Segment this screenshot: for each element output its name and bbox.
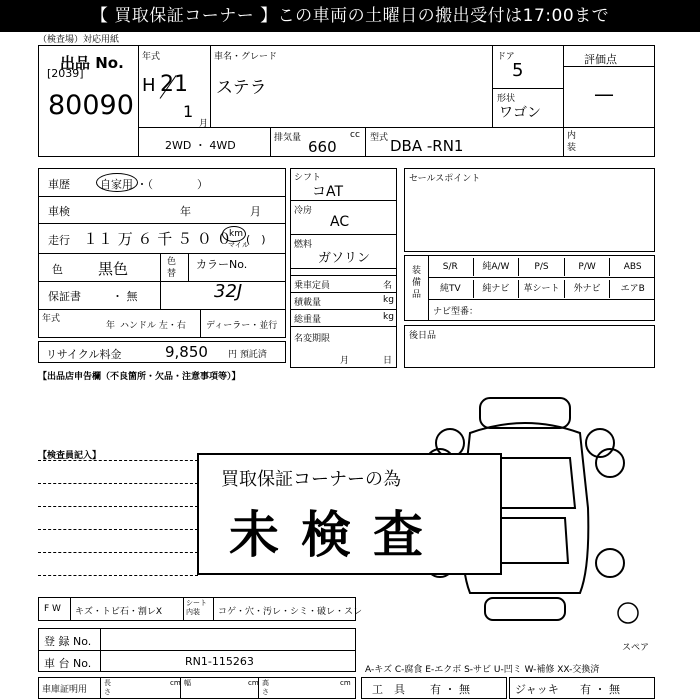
- stamp-line-1: 買取保証コーナーの為: [221, 469, 401, 490]
- handle: ハンドル 左・右: [120, 321, 186, 331]
- equipment-item: 純TV: [428, 280, 474, 298]
- recycle-unit: 円 預託済: [228, 350, 267, 360]
- inspection-label: 車検: [48, 205, 70, 218]
- recycle-label: リサイクル料金: [46, 348, 122, 361]
- fw-label: F W: [44, 604, 61, 614]
- engine-label: 排気量: [274, 133, 302, 143]
- shift-value: コAT: [312, 184, 344, 200]
- shape-label: 形状: [497, 94, 516, 104]
- registration-label: 登 録 No.: [44, 635, 92, 648]
- year-label: 年式: [142, 52, 161, 62]
- cert-length: 長さ: [104, 679, 111, 696]
- warranty-label: 保証書: [48, 290, 81, 303]
- fw-value: キズ・トビ石・割レX: [75, 607, 162, 617]
- score-value: —: [594, 82, 614, 106]
- engine-value: 660: [308, 138, 337, 156]
- fuel-value: ガソリン: [318, 251, 371, 266]
- equipment-item: 純A/W: [474, 258, 520, 276]
- history-circle: [96, 173, 138, 192]
- year-month-unit: 月: [199, 119, 209, 129]
- type-value: DBA -RN1: [390, 137, 464, 155]
- shift-label: シフト: [294, 173, 322, 183]
- cert-cm-1: cm: [170, 679, 181, 687]
- sales-point-label: セールスポイント: [409, 174, 481, 184]
- after-box: [404, 325, 655, 368]
- equipment-item: S/R: [428, 258, 474, 276]
- equipment-label: 装備品: [412, 266, 422, 300]
- load-label: 積載量: [294, 298, 322, 308]
- year-value: 21: [160, 72, 188, 97]
- header-note: （検査場）対応用紙: [38, 35, 120, 45]
- history-label: 車歴: [48, 178, 70, 191]
- color-code: 32J: [214, 281, 243, 302]
- equipment-item: エアB: [620, 284, 645, 294]
- color-code-label: カラーNo.: [196, 258, 248, 271]
- lot-number: 80090: [48, 90, 134, 121]
- history-value: 自家用 ・（ ）: [100, 178, 208, 191]
- type-label: 型式: [370, 133, 389, 143]
- inspection-month: 月: [250, 205, 261, 218]
- mileage-label: 走行: [48, 234, 70, 247]
- score-label: 評価点: [584, 53, 617, 66]
- seller-notes-label: 【出品店申告欄（不良箇所・欠品・注意事項等）】: [38, 372, 241, 382]
- equipment-item: 純ナビ: [474, 280, 520, 298]
- model-value: ステラ: [216, 78, 267, 98]
- model-year-year: 年: [106, 321, 116, 331]
- cert-cm-2: cm: [248, 679, 259, 687]
- mileage-circle: [222, 226, 246, 242]
- dealer: ディーラー・並行: [206, 321, 278, 331]
- year-era: H: [142, 75, 156, 96]
- seat-value: コゲ・穴・汚レ・シミ・破レ・スレ: [218, 607, 363, 617]
- engine-unit: cc: [350, 130, 360, 140]
- doors-label: ドア: [497, 52, 515, 62]
- equipment-item: P/S: [519, 258, 565, 276]
- fuel-label: 燃料: [294, 240, 313, 250]
- recycle-value: 9,850: [165, 343, 208, 361]
- color-label: 色: [52, 263, 63, 276]
- aircon-value: AC: [330, 214, 350, 230]
- chassis-label: 車 台 No.: [44, 657, 92, 670]
- equipment-row-2: [428, 280, 655, 298]
- capacity-label: 乗車定員: [294, 281, 331, 291]
- model-label: 車名・グレード: [214, 52, 278, 62]
- spare-label: スペア: [622, 643, 650, 653]
- shape-value: ワゴン: [499, 105, 541, 121]
- equipment-item: P/W: [565, 258, 611, 276]
- inspector-label: 【検査員記入】: [38, 451, 102, 461]
- stamp: [197, 453, 502, 575]
- damage-legend: A-キズ C-腐食 E-エクボ S-サビ U-凹ミ W-補修 XX-交換済: [365, 665, 600, 675]
- aircon-label: 冷房: [294, 206, 313, 216]
- drive-value: 2WD ・ 4WD: [165, 139, 236, 152]
- stamp-line-2: 未検査: [229, 506, 445, 564]
- mileage-value: １１ 万 ６ 千 ５ ０ ０: [83, 230, 232, 248]
- mileage-unit: km: [229, 229, 243, 239]
- equipment-item: 外ナビ: [565, 280, 611, 298]
- model-year-label: 年式: [42, 314, 61, 324]
- navi-model: ナビ型番：: [433, 307, 479, 317]
- name-change-day: 日: [383, 356, 393, 366]
- gross-label: 総重量: [294, 315, 322, 325]
- chassis-value: RN1-115263: [185, 655, 254, 668]
- jack-label: ジャッキ: [515, 683, 559, 696]
- equipment-row-1: [428, 258, 655, 276]
- gross-unit: kg: [383, 312, 394, 322]
- cert-label: 車庫証明用: [42, 685, 88, 695]
- cert-width: 幅: [184, 679, 191, 687]
- inspection-year: 年: [180, 205, 191, 218]
- load-unit: kg: [383, 295, 394, 305]
- equipment-item: 革シート: [519, 280, 565, 298]
- lot-small: [2039]: [47, 67, 84, 80]
- mileage-unit2: マイル: [228, 241, 249, 249]
- lot-label: 出品 No.: [60, 54, 124, 72]
- cert-height: 高さ: [262, 679, 269, 696]
- spare-wheel-icon: [618, 603, 638, 623]
- year-month: 1: [183, 102, 194, 121]
- seat-label: シート内装: [186, 599, 207, 616]
- warranty-value: ・ 無: [112, 290, 138, 303]
- tools-label: 工 具: [372, 683, 405, 696]
- tools-value: 有 ・ 無: [430, 683, 470, 696]
- equipment-item: ABS: [623, 262, 642, 272]
- interior-label: 内装: [567, 131, 577, 153]
- name-change-month: 月: [340, 356, 350, 366]
- color-value: 黒色: [98, 260, 129, 278]
- jack-value: 有 ・ 無: [580, 683, 620, 696]
- name-change-label: 名変期限: [294, 334, 331, 344]
- banner: 【 買取保証コーナー 】この車両の土曜日の搬出受付は17:00まで: [0, 0, 700, 32]
- capacity-unit: 名: [383, 281, 393, 291]
- cert-cm-3: cm: [340, 679, 351, 687]
- color-change: 色替: [167, 257, 177, 279]
- doors-value: 5: [512, 60, 524, 81]
- after-label: 後日品: [409, 331, 437, 341]
